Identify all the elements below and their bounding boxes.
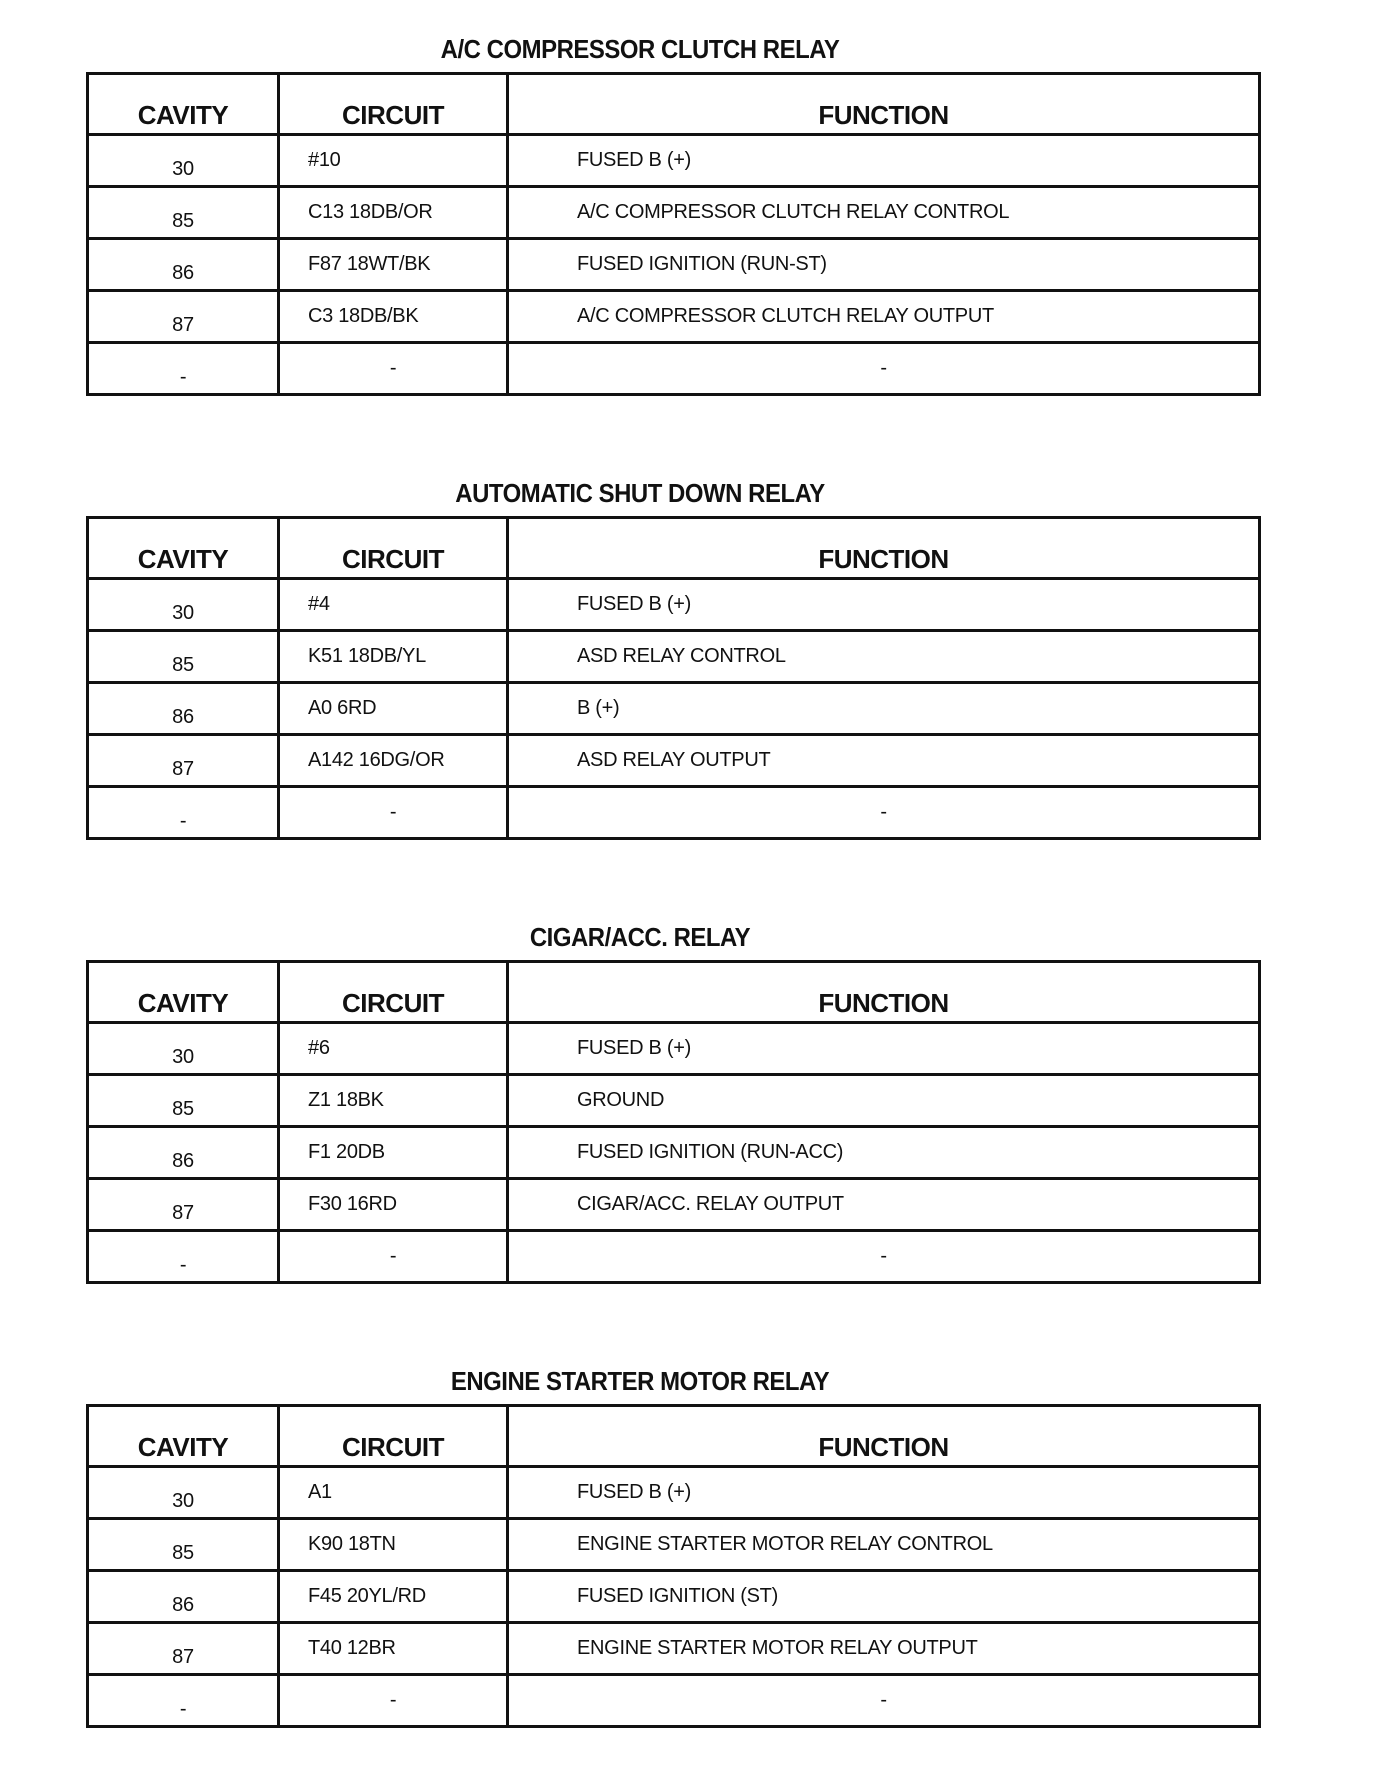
function-cell: CIGAR/ACC. RELAY OUTPUT (508, 1179, 1260, 1231)
circuit-cell: C3 18DB/BK (279, 291, 508, 343)
table-header-row (88, 1406, 1260, 1467)
column-header-circuit: CIRCUIT (279, 1406, 508, 1467)
table-row (88, 1571, 1260, 1623)
table-row (88, 187, 1260, 239)
table-row (88, 579, 1260, 631)
table-row (88, 1179, 1260, 1231)
table-row (88, 1231, 1260, 1283)
table-row (88, 1127, 1260, 1179)
circuit-cell: F30 16RD (279, 1179, 508, 1231)
table-header-row (88, 74, 1260, 135)
cavity-cell: - (88, 343, 279, 395)
relay-table (86, 516, 1261, 840)
column-header-cavity: CAVITY (88, 74, 279, 135)
cavity-cell: 85 (88, 631, 279, 683)
function-cell: - (508, 787, 1260, 839)
function-cell: ASD RELAY CONTROL (508, 631, 1260, 683)
relay-table (86, 960, 1261, 1284)
cavity-cell: - (88, 1675, 279, 1727)
table-row (88, 1023, 1260, 1075)
column-header-circuit: CIRCUIT (279, 518, 508, 579)
section-title: CIGAR/ACC. RELAY (529, 922, 751, 952)
cavity-cell: 87 (88, 1623, 279, 1675)
circuit-cell: - (279, 343, 508, 395)
table-row (88, 1467, 1260, 1519)
function-cell: - (508, 1231, 1260, 1283)
circuit-cell: - (279, 787, 508, 839)
cavity-cell: 30 (88, 1467, 279, 1519)
column-header-function: FUNCTION (508, 1406, 1260, 1467)
function-cell: ENGINE STARTER MOTOR RELAY CONTROL (508, 1519, 1260, 1571)
table-header-row (88, 518, 1260, 579)
circuit-cell: - (279, 1675, 508, 1727)
function-cell: A/C COMPRESSOR CLUTCH RELAY OUTPUT (508, 291, 1260, 343)
column-header-circuit: CIRCUIT (279, 74, 508, 135)
section-title: AUTOMATIC SHUT DOWN RELAY (455, 478, 825, 508)
circuit-cell: F45 20YL/RD (279, 1571, 508, 1623)
function-cell: GROUND (508, 1075, 1260, 1127)
column-header-cavity: CAVITY (88, 518, 279, 579)
section-title: A/C COMPRESSOR CLUTCH RELAY (440, 34, 840, 64)
table-row (88, 631, 1260, 683)
table-row (88, 683, 1260, 735)
function-cell: - (508, 1675, 1260, 1727)
cavity-cell: 30 (88, 135, 279, 187)
function-cell: ENGINE STARTER MOTOR RELAY OUTPUT (508, 1623, 1260, 1675)
cavity-cell: - (88, 787, 279, 839)
circuit-cell: #10 (279, 135, 508, 187)
circuit-cell: A0 6RD (279, 683, 508, 735)
column-header-function: FUNCTION (508, 518, 1260, 579)
table-row (88, 1623, 1260, 1675)
circuit-cell: Z1 18BK (279, 1075, 508, 1127)
relay-table (86, 72, 1261, 396)
column-header-function: FUNCTION (508, 962, 1260, 1023)
circuit-cell: - (279, 1231, 508, 1283)
cavity-cell: 87 (88, 735, 279, 787)
column-header-circuit: CIRCUIT (279, 962, 508, 1023)
cavity-cell: 86 (88, 1571, 279, 1623)
circuit-cell: F87 18WT/BK (279, 239, 508, 291)
function-cell: FUSED IGNITION (RUN-ACC) (508, 1127, 1260, 1179)
table-row (88, 787, 1260, 839)
cavity-cell: - (88, 1231, 279, 1283)
circuit-cell: K51 18DB/YL (279, 631, 508, 683)
circuit-cell: #6 (279, 1023, 508, 1075)
cavity-cell: 85 (88, 1075, 279, 1127)
relay-table (86, 1404, 1261, 1728)
circuit-cell: T40 12BR (279, 1623, 508, 1675)
table-row (88, 291, 1260, 343)
table-row (88, 135, 1260, 187)
cavity-cell: 86 (88, 683, 279, 735)
function-cell: FUSED IGNITION (RUN-ST) (508, 239, 1260, 291)
table-row (88, 735, 1260, 787)
function-cell: FUSED B (+) (508, 1467, 1260, 1519)
function-cell: B (+) (508, 683, 1260, 735)
table-row (88, 239, 1260, 291)
section-title: ENGINE STARTER MOTOR RELAY (450, 1366, 830, 1396)
table-row (88, 1075, 1260, 1127)
function-cell: FUSED B (+) (508, 135, 1260, 187)
cavity-cell: 30 (88, 579, 279, 631)
function-cell: A/C COMPRESSOR CLUTCH RELAY CONTROL (508, 187, 1260, 239)
cavity-cell: 86 (88, 239, 279, 291)
cavity-cell: 87 (88, 1179, 279, 1231)
function-cell: FUSED B (+) (508, 579, 1260, 631)
column-header-cavity: CAVITY (88, 1406, 279, 1467)
circuit-cell: #4 (279, 579, 508, 631)
cavity-cell: 85 (88, 1519, 279, 1571)
function-cell: ASD RELAY OUTPUT (508, 735, 1260, 787)
cavity-cell: 86 (88, 1127, 279, 1179)
cavity-cell: 30 (88, 1023, 279, 1075)
table-row (88, 343, 1260, 395)
cavity-cell: 85 (88, 187, 279, 239)
function-cell: FUSED B (+) (508, 1023, 1260, 1075)
function-cell: FUSED IGNITION (ST) (508, 1571, 1260, 1623)
cavity-cell: 87 (88, 291, 279, 343)
column-header-function: FUNCTION (508, 74, 1260, 135)
circuit-cell: C13 18DB/OR (279, 187, 508, 239)
circuit-cell: K90 18TN (279, 1519, 508, 1571)
function-cell: - (508, 343, 1260, 395)
circuit-cell: A142 16DG/OR (279, 735, 508, 787)
table-row (88, 1519, 1260, 1571)
circuit-cell: A1 (279, 1467, 508, 1519)
circuit-cell: F1 20DB (279, 1127, 508, 1179)
column-header-cavity: CAVITY (88, 962, 279, 1023)
table-header-row (88, 962, 1260, 1023)
table-row (88, 1675, 1260, 1727)
